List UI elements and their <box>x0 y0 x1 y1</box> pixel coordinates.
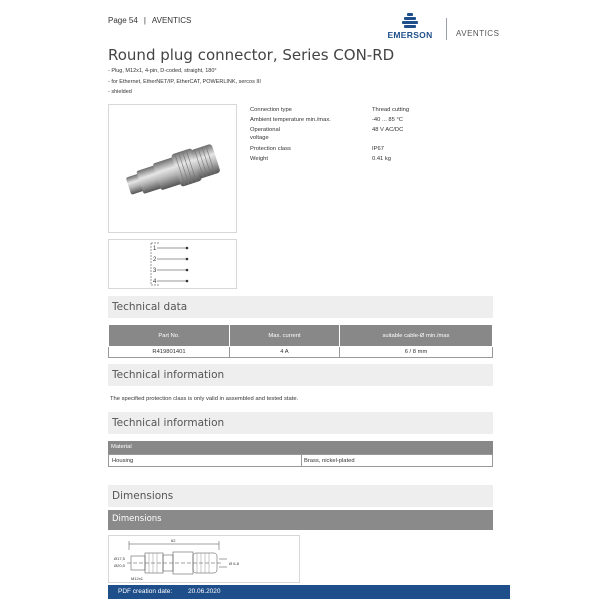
spec-value: -40 ... 85 °C <box>372 117 403 123</box>
pin-assignment-diagram <box>108 239 237 289</box>
spec-value: 0.41 kg <box>372 156 392 162</box>
feature-item: - Plug, M12x1, 4-pin, D-coded, straight, 180° <box>108 68 217 74</box>
dimension-dia1-label: Ø17,5 <box>114 556 125 561</box>
technical-data-table <box>108 324 493 358</box>
spec-value: Thread cutting <box>372 107 410 113</box>
section-technical-information: Technical information <box>108 412 493 434</box>
connector-photo-illustration <box>109 105 236 232</box>
logo-divider <box>446 18 447 40</box>
spec-label: Operational voltage <box>250 127 280 141</box>
footer-bar <box>108 585 510 599</box>
cable-diameter-cell: 6 / 8 mm <box>340 347 493 358</box>
part-number-cell: R419801401 <box>109 347 230 358</box>
dimension-drawing-graphic <box>109 536 299 582</box>
material-value-cell: Brass, nickel-plated <box>304 458 355 464</box>
footer-label: PDF creation date: <box>118 588 173 595</box>
section-dimensions: Dimensions <box>108 485 493 507</box>
feature-item: - for Ethernet, EtherNET/IP, EtherCAT, POWERLINK, sercos III <box>108 78 261 85</box>
pin-label: 4 <box>153 279 157 285</box>
table-row <box>109 347 493 358</box>
column-header: Max. current <box>230 325 340 347</box>
section-technical-data: Technical data <box>108 296 493 318</box>
feature-item: - shielded <box>108 89 132 95</box>
table-header-row <box>109 325 493 347</box>
page-header <box>108 16 191 25</box>
dimension-dia2-label: Ø20,5 <box>114 563 125 568</box>
spec-label: Ambient temperature min./max. <box>250 117 331 123</box>
material-table-row <box>108 454 493 467</box>
cell-divider <box>301 455 302 466</box>
section-dimensions-subheader: Dimensions <box>108 510 493 530</box>
aventics-logo: AVENTICS <box>456 29 500 38</box>
emerson-logo <box>380 12 440 40</box>
header-company: AVENTICS <box>151 16 192 25</box>
pin-label: 1 <box>153 246 157 252</box>
section-technical-information: Technical information <box>108 364 493 386</box>
header-separator: | <box>143 16 146 25</box>
page-title: Round plug connector, Series CON-RD <box>108 46 395 64</box>
feature-list <box>108 66 261 98</box>
material-table-header: Material <box>108 441 493 454</box>
emerson-symbol-icon <box>380 12 440 30</box>
spec-value: IP67 <box>372 146 384 152</box>
dimension-thread-label: M12x1 <box>131 576 144 581</box>
protection-class-note: The specified protection class is only valid in assembled and tested state. <box>110 396 299 402</box>
pin-diagram-graphic <box>109 240 236 288</box>
spec-label: Protection class <box>250 146 291 152</box>
max-current-cell: 4 A <box>230 347 340 358</box>
pin-label: 2 <box>153 257 157 263</box>
column-header: suitable cable-Ø min./max <box>340 325 493 347</box>
material-part-cell: Housing <box>112 458 134 464</box>
spec-value: 48 V AC/DC <box>372 127 404 133</box>
spec-label: Connection type <box>250 107 292 113</box>
dimension-dia3-label: Ø 6-8 <box>229 561 240 566</box>
dimension-length-label: 62 <box>171 538 176 543</box>
product-photo <box>108 104 237 233</box>
emerson-wordmark: EMERSON <box>387 30 433 40</box>
column-header: Part No. <box>109 325 230 347</box>
spec-label: Weight <box>250 156 268 162</box>
footer-date: 20.06.2020 <box>188 588 221 595</box>
page-number: Page 54 <box>108 16 138 25</box>
pin-label: 3 <box>153 268 157 274</box>
dimension-drawing <box>108 535 300 583</box>
